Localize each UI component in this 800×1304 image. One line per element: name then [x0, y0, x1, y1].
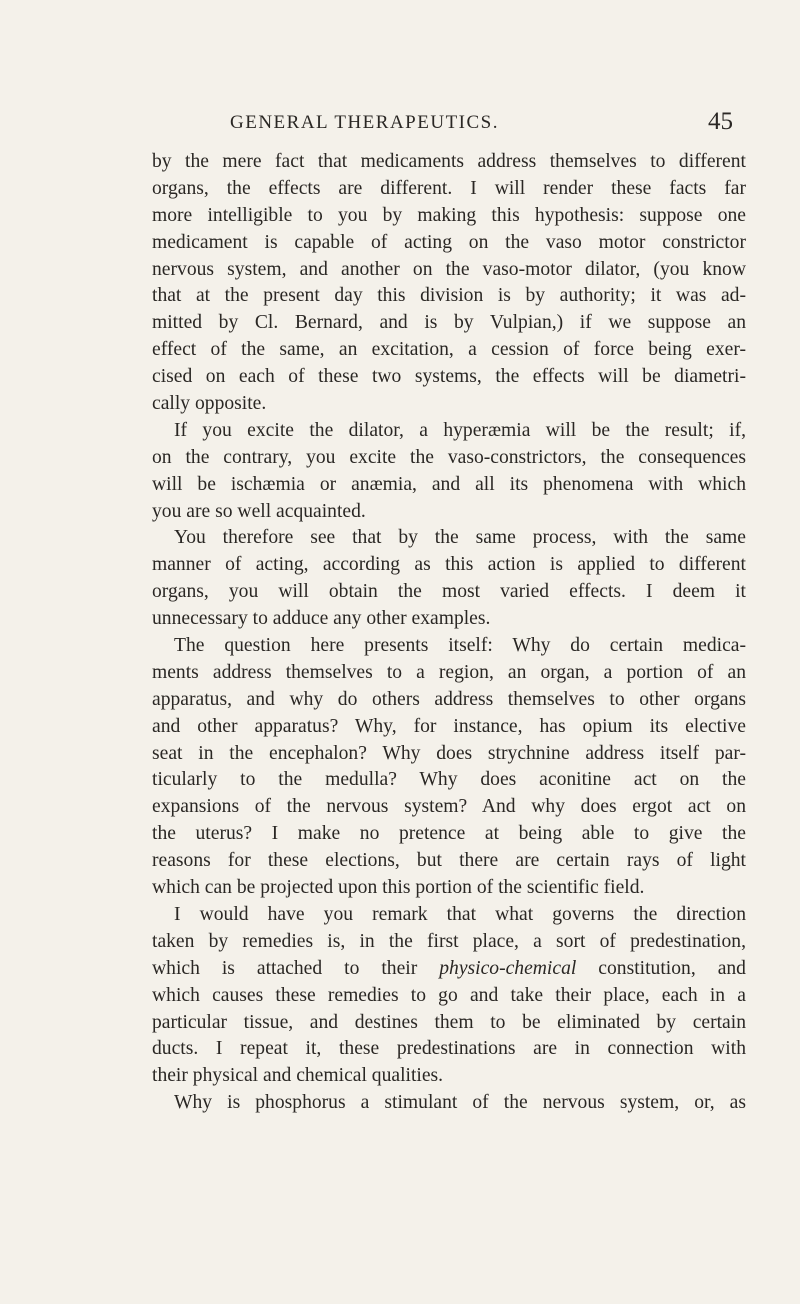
text-line: nervous system, and another on the vaso-motor dilator, (you know	[152, 258, 746, 280]
text-line: I would have you remark that what governs the direction	[174, 903, 746, 925]
text-line: ments address themselves to a region, an organ, a portion of an	[152, 661, 746, 683]
text-line: which can be projected upon this portion of the scientific field.	[152, 877, 645, 899]
text-line: You therefore see that by the same process, with the same	[174, 527, 746, 549]
italic-term: physico-chemical	[439, 957, 577, 979]
text-line: effect of the same, an excitation, a cession of force being exer-	[152, 339, 746, 361]
text-line: you are so well acquainted.	[152, 500, 366, 522]
text-line: by the mere fact that medicaments address themselves to different	[152, 151, 746, 172]
text-line: ticularly to the medulla? Why does aconitine act on the	[152, 769, 746, 791]
text-line: organs, the effects are different. I will render these facts far	[152, 177, 746, 199]
text-line: and other apparatus? Why, for instance, has opium its elective	[152, 715, 746, 737]
text-line: on the contrary, you excite the vaso-constrictors, the consequences	[152, 446, 746, 468]
text-segment: constitution, and	[576, 957, 746, 979]
text-line: If you excite the dilator, a hyperæmia will be the result; if,	[174, 419, 746, 441]
text-line: manner of acting, according as this action is applied to different	[152, 554, 746, 576]
text-line: ducts. I repeat it, these predestinations are in connection with	[152, 1038, 746, 1060]
body-text	[152, 149, 746, 1117]
text-line: organs, you will obtain the most varied effects. I deem it	[152, 581, 746, 603]
text-segment: which is attached to their	[152, 957, 440, 979]
running-head	[0, 108, 800, 142]
text-line: expansions of the nervous system? And why does ergot act on	[152, 796, 746, 818]
text-line: cised on each of these two systems, the effects will be diametri-	[152, 366, 746, 388]
text-line: apparatus, and why do others address themselves to other organs	[152, 688, 746, 710]
text-line: The question here presents itself: Why do certain medica-	[174, 635, 746, 657]
running-title: GENERAL THERAPEUTICS.	[230, 112, 499, 133]
text-line: more intelligible to you by making this hypothesis: suppose one	[152, 204, 746, 226]
text-line	[152, 956, 746, 983]
page-number: 45	[708, 108, 733, 135]
text-line: taken by remedies is, in the first place, a sort of predestination,	[152, 930, 746, 952]
text-line: unnecessary to adduce any other examples.	[152, 608, 491, 630]
text-line: that at the present day this division is by authority; it was ad-	[152, 285, 746, 307]
text-line: their physical and chemical qualities.	[152, 1065, 444, 1087]
text-line: will be ischæmia or anæmia, and all its phenomena with which	[152, 473, 746, 495]
text-line: mitted by Cl. Bernard, and is by Vulpian,) if we suppose an	[152, 312, 746, 334]
text-line: cally opposite.	[152, 393, 267, 415]
text-line: which causes these remedies to go and take their place, each in a	[152, 984, 746, 1006]
text-line: the uterus? I make no pretence at being able to give the	[152, 823, 746, 845]
text-line: particular tissue, and destines them to be eliminated by certain	[152, 1011, 746, 1033]
text-line: Why is phosphorus a stimulant of the nervous system, or, as	[174, 1092, 746, 1114]
text-line: seat in the encephalon? Why does strychnine address itself par-	[152, 742, 746, 764]
text-line: medicament is capable of acting on the vaso motor constrictor	[152, 231, 746, 253]
text-line: reasons for these elections, but there are certain rays of light	[152, 850, 746, 872]
